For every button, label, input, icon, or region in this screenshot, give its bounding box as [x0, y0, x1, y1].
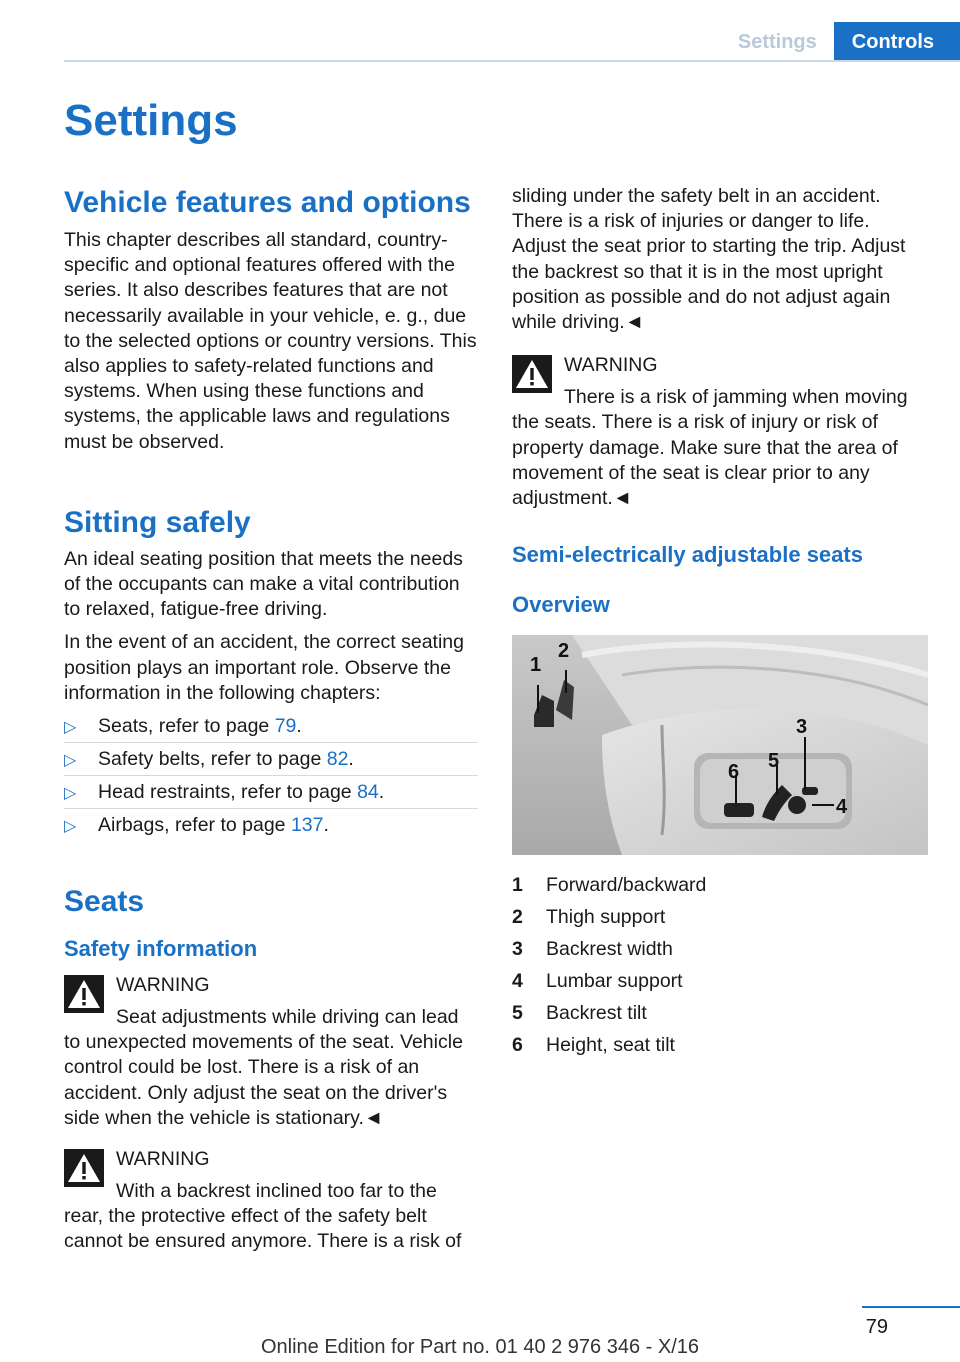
header-divider	[64, 60, 960, 62]
warning-triangle-icon	[64, 975, 104, 1013]
page-number: 79	[865, 1316, 888, 1338]
callout-3: 3	[796, 716, 808, 739]
legend-item: 2 Thigh support	[512, 906, 666, 929]
right-column	[512, 184, 926, 1061]
header-section-tab: Settings	[721, 22, 834, 62]
footer-divider	[862, 1306, 960, 1308]
callout-4: 4	[836, 796, 848, 819]
left-column	[64, 184, 478, 1255]
callout-5: 5	[768, 750, 780, 773]
page-header	[721, 22, 960, 62]
page-link[interactable]: 137	[290, 814, 324, 837]
header-chapter-tab: Controls	[834, 22, 960, 62]
warning-text: There is a risk of jamming when moving the seats. There is a risk of injury or risk of property damage. Make sure that the area of movement of the seat is clear prior to any adjustment.◄	[512, 386, 908, 510]
sitting-safely-para2: In the event of an accident, the correct seating position plays an important role. Observe the information in the following chapters:	[64, 631, 464, 704]
seat-controls-legend	[512, 869, 926, 1061]
warning-triangle-icon	[64, 1149, 104, 1187]
overview-heading: Overview	[512, 592, 610, 618]
legend-item: 1 Forward/backward	[512, 874, 707, 897]
callout-1: 1	[530, 654, 542, 677]
legend-item: 3 Backrest width	[512, 938, 673, 961]
legend-item: 5 Backrest tilt	[512, 1002, 647, 1025]
warning-triangle-icon	[512, 355, 552, 393]
list-item: ▷ Safety belts, refer to page 82.	[64, 743, 478, 776]
warning-text: Seat adjustments while driving can lead to unexpected movements of the seat. Vehicle control could be lost. There is a risk of an accident. Only adjust the seat on the driver's side when the vehicle is stationary.◄	[64, 1006, 463, 1129]
page-link[interactable]: 79	[274, 715, 297, 738]
chapter-references-list	[64, 710, 478, 841]
edition-footer: Online Edition for Part no. 01 40 2 976 346 - X/16	[260, 1336, 700, 1358]
legend-item: 4 Lumbar support	[512, 970, 683, 993]
triangle-bullet-icon: ▷	[64, 818, 77, 836]
page-link[interactable]: 82	[326, 748, 349, 771]
vehicle-features-body: This chapter describes all standard, country-specific and optional features offered with the series. It also describes features that are not necessarily available in your vehicle, e. g., due to the selected options or country versions. This also applies to safety-related functions and systems. When using these functions and systems, the applicable laws and regulations must be observed.	[64, 229, 477, 453]
page-title: Settings	[64, 96, 238, 145]
warning-continued-text: sliding under the safety belt in an accident. There is a risk of injuries or danger to life. Adjust the seat prior to starting the trip. Adjust the backrest so that it is in the most upright position as possible and do not adjust again while driving.◄	[512, 185, 906, 334]
semi-electric-heading: Semi-electrically adjustable seats	[512, 542, 863, 568]
warning-label: WARNING	[564, 354, 658, 377]
callout-2: 2	[558, 640, 570, 663]
seat-controls-photo	[512, 635, 928, 855]
vehicle-features-heading: Vehicle features and options	[64, 186, 471, 219]
seats-heading: Seats	[64, 885, 145, 919]
list-item: ▷ Head restraints, refer to page 84.	[64, 776, 478, 809]
warning-block	[64, 1147, 478, 1255]
warning-block	[64, 973, 478, 1131]
page-link[interactable]: 84	[357, 781, 379, 804]
sitting-safely-heading: Sitting safely	[64, 505, 251, 539]
list-item: ▷ Seats, refer to page 79.	[64, 710, 478, 743]
triangle-bullet-icon: ▷	[64, 719, 77, 737]
legend-item: 6 Height, seat tilt	[512, 1034, 675, 1057]
triangle-bullet-icon: ▷	[64, 785, 77, 803]
callout-6: 6	[728, 761, 740, 784]
warning-label: WARNING	[116, 974, 210, 997]
warning-block	[512, 353, 926, 511]
sitting-safely-para1: An ideal seating position that meets the needs of the occupants can make a vital contribution to relaxed, fatigue-free driving.	[64, 547, 463, 621]
triangle-bullet-icon: ▷	[64, 752, 77, 770]
safety-information-heading: Safety information	[64, 936, 258, 962]
warning-text: With a backrest inclined too far to the rear, the protective effect of the safety belt cannot be ensured anymore. There is a risk of	[64, 1180, 462, 1253]
warning-label: WARNING	[116, 1148, 210, 1171]
list-item: ▷ Airbags, refer to page 137.	[64, 809, 478, 841]
